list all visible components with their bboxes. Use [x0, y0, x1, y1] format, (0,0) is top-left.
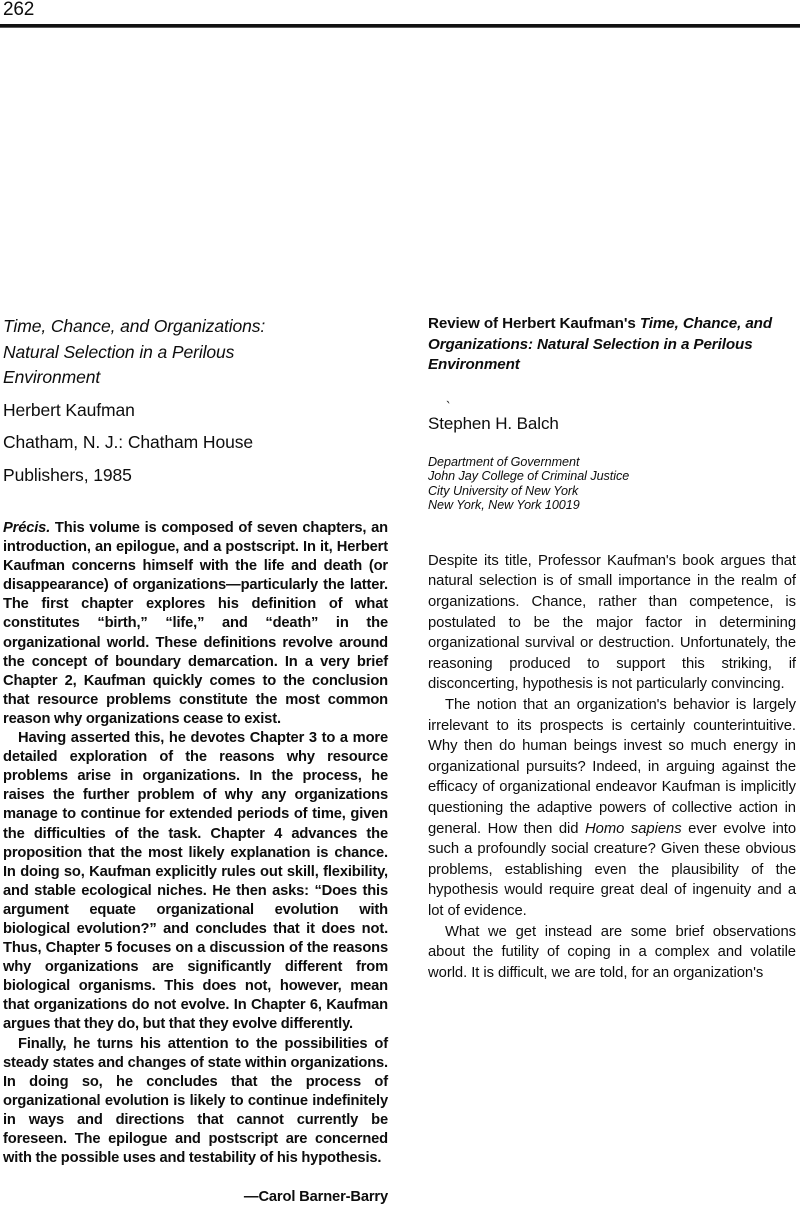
right-column — [428, 314, 796, 983]
review-paragraph-1: Despite its title, Professor Kaufman's book argues that natural selection is of small importance in the realm of organizations. Chance, rather than competence, is postulated to be the major factor in determining organizational survival or destruction. Unfortunately, the reasoning produced to support this striking, if disconcerting, hypothesis is not particularly convincing. — [428, 552, 796, 693]
review-paragraph-2 — [428, 695, 796, 922]
review-heading-book-title: Time, Chance, and Organizations: Natural Selection in a Perilous Environment — [428, 315, 773, 373]
precis-label: Précis. — [3, 520, 51, 536]
affiliation-line: City University of New York — [428, 483, 579, 498]
precis-signature: —Carol Barner-Barry — [243, 1189, 388, 1206]
review-paragraph-2-part-1: The notion that an organization's behavior is largely irrelevant to its prospects is certainly counterintuitive. Why then do human beings invest so much energy in organizational pursuits? Indeed, in arguing against the efficacy of organizational endeavor Kaufman is implicitly questioning the adaptive powers of collective action in general. How then did — [428, 697, 796, 837]
review-paragraph-2-part-2: ever evolve into such a profoundly social creature? Given these obvious problems, establishing even the plausibility of the hypothesis would require great deal of ingenuity and a lot of evidence. — [428, 820, 797, 919]
review-heading — [428, 314, 796, 376]
affiliation-line: Department of Government — [428, 454, 580, 469]
book-publisher-line-1: Chatham, N. J.: Chatham House — [3, 432, 253, 452]
left-column — [3, 314, 388, 1207]
book-author: Herbert Kaufman — [3, 399, 135, 420]
review-paragraph-2-italic-term: Homo sapiens — [585, 820, 682, 837]
reviewer-name: Stephen H. Balch — [428, 413, 559, 433]
review-body — [428, 551, 796, 983]
review-heading-prefix: Review of Herbert Kaufman's — [428, 315, 640, 332]
affiliation-line: John Jay College of Criminal Justice — [428, 469, 630, 484]
precis-paragraph-1-text: This volume is composed of seven chapters, an introduction, an epilogue, and a postscript. In it, Herbert Kaufman concerns himself with the life and death (or disappearance) of organizations—particularly the latter. The first chapter explores his definition of what constitutes “birth,” “life,” and “death” in the organizational world. These definitions revolve around the concept of boundary demarcation. In a very brief Chapter 2, Kaufman quickly comes to the conclusion that resource problems constitute the most common reason why organizations cease to exist. — [3, 520, 388, 727]
reviewer-affiliation — [428, 455, 796, 513]
book-title-line-1: Time, Chance, and Organizations: — [3, 316, 266, 336]
precis-section — [3, 519, 388, 1207]
precis-paragraph-2: Having asserted this, he devotes Chapter 3 to a more detailed exploration of the reasons why resource problems arise in organizations. In the process, he raises the further problem of why any organizations manage to continue for extended periods of time, given the difficulties of the task. Chapter 4 advances the proposition that the most likely explanation is chance. In doing so, Kaufman explicitly rules out skill, flexibility, and stable ecological niches. He then asks: “Does this argument equate organizational evolution with biological evolution?” and concludes that it does not. Thus, Chapter 5 focuses on a discussion of the reasons why organizations are significantly different from biological organisms. This does not, however, mean that organizations do not evolve. In Chapter 6, Kaufman argues that they do, but that they evolve differently. — [3, 730, 388, 1033]
reviewer-block — [428, 398, 796, 513]
review-paragraph-3: What we get instead are some brief observations about the futility of coping in a complex and volatile world. It is difficult, we are told, for an organization's — [428, 923, 796, 981]
book-publisher-line-2: Publishers, 1985 — [3, 464, 132, 485]
affiliation-line: New York, New York 10019 — [428, 498, 580, 513]
book-title-line-3: Environment — [3, 367, 101, 387]
header-rule-secondary — [0, 27, 800, 28]
scan-artifact-mark: ` — [443, 398, 452, 416]
book-citation — [3, 314, 388, 488]
precis-paragraph-1 — [3, 519, 388, 729]
precis-paragraph-3: Finally, he turns his attention to the possibilities of steady states and changes of state within organizations. In doing so, he concludes that the process of organizational evolution is likely to continue indefinitely in ways and directions that cannot currently be foreseen. The epilogue and postscript are concerned with the possible uses and testability of his hypothesis. — [3, 1035, 388, 1167]
page-number: 262 — [3, 0, 35, 20]
book-title-line-2: Natural Selection in a Perilous — [3, 341, 235, 362]
